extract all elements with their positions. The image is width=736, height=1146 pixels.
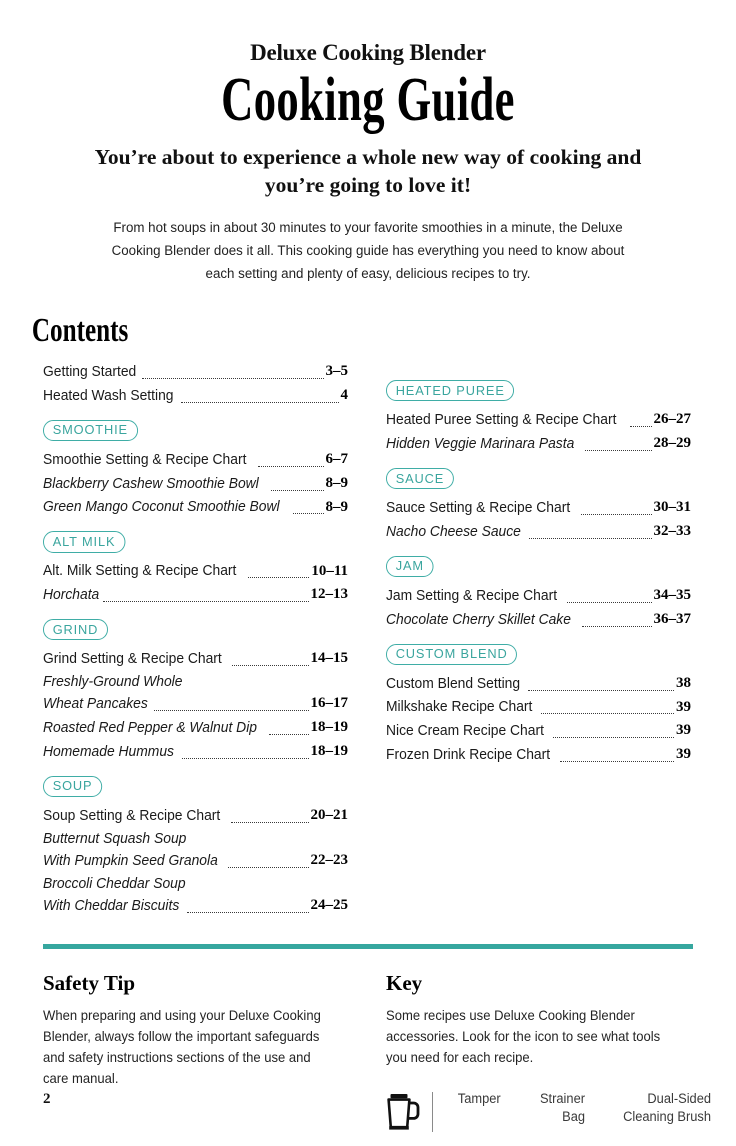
toc-page-number: 18–19 (310, 719, 348, 736)
toc-dot-leader (182, 757, 309, 759)
toc-dot-leader (154, 709, 308, 711)
toc-page-number: 36–37 (653, 610, 691, 627)
toc-entry-label: Horchata (43, 587, 100, 604)
toc-entry[interactable] (386, 496, 691, 519)
toc-entry-label: With Cheddar Biscuits (43, 897, 180, 914)
toc-dot-leader (142, 377, 323, 379)
toc-dot-leader (553, 736, 674, 738)
setting-badge: SMOOTHIE (43, 420, 138, 441)
toc-page-number: 3–5 (325, 363, 348, 380)
toc-entry[interactable] (43, 360, 348, 383)
toc-entry-label: Alt. Milk Setting & Recipe Chart (43, 563, 237, 580)
toc-entry-label: Jam Setting & Recipe Chart (386, 587, 558, 604)
toc-dot-leader (293, 512, 323, 514)
toc-entry[interactable] (386, 672, 691, 695)
toc-entry-label: Green Mango Coconut Smoothie Bowl (43, 499, 280, 516)
safety-tip-heading: Safety Tip (43, 970, 135, 995)
setting-badge: SOUP (43, 776, 102, 797)
toc-entry[interactable] (43, 583, 348, 606)
toc-page-number: 39 (676, 698, 691, 715)
toc-entry-label: Butternut Squash Soup (43, 830, 187, 847)
toc-entry[interactable] (386, 719, 691, 742)
toc-entry[interactable] (43, 716, 348, 739)
toc-dot-leader (529, 537, 652, 539)
toc-dot-leader (541, 712, 674, 714)
toc-page-number: 34–35 (653, 587, 691, 604)
toc-page-number: 39 (676, 722, 691, 739)
setting-badge: ALT MILK (43, 531, 125, 552)
toc-page-number: 16–17 (310, 695, 348, 712)
toc-entry-label: Custom Blend Setting (386, 675, 521, 692)
setting-badge: SAUCE (386, 468, 454, 489)
toc-entry-label: Blackberry Cashew Smoothie Bowl (43, 475, 259, 492)
toc-dot-leader (231, 821, 309, 823)
toc-entry-label: Nacho Cheese Sauce (386, 523, 521, 540)
toc-page-number: 20–21 (310, 807, 348, 824)
safety-tip-block (43, 971, 348, 1137)
toc-page-number: 38 (676, 674, 691, 691)
page-title: Cooking Guide (221, 66, 515, 135)
toc-page-number: 8–9 (325, 498, 348, 515)
toc-entry-label: Heated Puree Setting & Recipe Chart (386, 412, 617, 429)
toc-dot-leader (258, 465, 323, 467)
toc-entry-label: Roasted Red Pepper & Walnut Dip (43, 719, 257, 736)
key-block (386, 970, 711, 1137)
subtitle: You’re about to experience a whole new way of cooking and you’re going to love it! (94, 144, 642, 197)
toc-dot-leader (567, 601, 651, 603)
toc-dot-leader (271, 489, 323, 491)
footer-blocks (0, 949, 736, 1137)
contents-heading: Contents (31, 312, 129, 350)
key-label-cleaning-brush: Dual-Sided Cleaning Brush (623, 1090, 711, 1125)
toc-entry-label: Chocolate Cherry Skillet Cake (386, 611, 571, 628)
toc-page-number: 18–19 (310, 743, 348, 760)
toc-entry[interactable] (43, 448, 348, 471)
toc-dot-leader (248, 576, 310, 578)
toc-entry[interactable] (386, 408, 691, 431)
toc-entry[interactable] (386, 432, 691, 455)
intro-paragraph: From hot soups in about 30 minutes to your favorite smoothies in a minute, the Deluxe Cooking Blender does it all. This cooking guide has everything you need to know about each setting and plenty of easy, delicious recipes to try. (111, 220, 625, 283)
toc-entry[interactable] (43, 828, 348, 850)
key-labels (447, 1090, 711, 1126)
toc-page-number: 26–27 (653, 411, 691, 428)
setting-badge: HEATED PUREE (386, 380, 514, 401)
toc-entry[interactable] (43, 496, 348, 519)
toc-dot-leader (269, 733, 308, 735)
key-label-tamper: Tamper (457, 1090, 501, 1106)
toc-entry[interactable] (43, 384, 348, 407)
toc-dot-leader (181, 401, 338, 403)
toc-page-number: 28–29 (653, 435, 691, 452)
key-divider (432, 1092, 433, 1132)
toc-entry-label: Freshly-Ground Whole (43, 674, 183, 691)
toc-page-number: 8–9 (325, 474, 348, 491)
setting-badge: CUSTOM BLEND (386, 644, 517, 665)
toc-entry[interactable] (43, 849, 348, 872)
toc-entry-label: Wheat Pancakes (43, 696, 148, 713)
toc-entry[interactable] (43, 740, 348, 763)
toc-entry[interactable] (43, 472, 348, 495)
toc-entry[interactable] (43, 804, 348, 827)
toc-page-number: 39 (676, 746, 691, 763)
toc-entry-label: Sauce Setting & Recipe Chart (386, 499, 571, 516)
toc-page-number: 32–33 (653, 523, 691, 540)
toc-dot-leader (585, 449, 651, 451)
toc-dot-leader (187, 911, 308, 913)
contents-column-right (386, 360, 691, 767)
toc-entry-label: Smoothie Setting & Recipe Chart (43, 451, 247, 468)
toc-entry-label: Soup Setting & Recipe Chart (43, 807, 221, 824)
toc-dot-leader (103, 600, 308, 602)
toc-entry[interactable] (386, 584, 691, 607)
safety-tip-body: When preparing and using your Deluxe Cooking Blender, always follow the important safeguards and safety instructions sections of the use and care manual. (43, 1007, 321, 1086)
toc-page-number: 14–15 (310, 650, 348, 667)
toc-entry-label: With Pumpkin Seed Granola (43, 852, 218, 869)
toc-entry-label: Hidden Veggie Marinara Pasta (386, 435, 575, 452)
toc-entry-label: Milkshake Recipe Chart (386, 699, 533, 716)
toc-entry[interactable] (386, 696, 691, 719)
toc-entry-label: Frozen Drink Recipe Chart (386, 746, 551, 763)
toc-page-number: 22–23 (310, 852, 348, 868)
toc-entry-label: Nice Cream Recipe Chart (386, 723, 544, 740)
setting-badge: JAM (386, 556, 434, 577)
toc-entry-label: Homemade Hummus (43, 743, 174, 760)
page-number: 2 (43, 1091, 51, 1107)
toc-dot-leader (581, 513, 652, 515)
contents-column-left (43, 360, 348, 917)
toc-dot-leader (630, 425, 652, 427)
masthead (0, 0, 736, 286)
setting-badge: GRIND (43, 619, 108, 640)
toc-page-number: 12–13 (310, 586, 348, 603)
key-label-strainer-bag: Strainer Bag (539, 1090, 585, 1125)
key-body: Some recipes use Deluxe Cooking Blender accessories. Look for the icon to see what tools you need for each recipe. (386, 1007, 661, 1065)
toc-dot-leader (560, 760, 674, 762)
contents-columns (0, 360, 736, 917)
toc-entry-label: Broccoli Cheddar Soup (43, 875, 186, 892)
toc-dot-leader (582, 625, 652, 627)
toc-page-number: 10–11 (311, 562, 348, 579)
toc-dot-leader (528, 689, 674, 691)
toc-entry-label: Grind Setting & Recipe Chart (43, 651, 222, 668)
toc-dot-leader (232, 664, 308, 666)
toc-entry[interactable] (386, 608, 691, 631)
toc-entry[interactable] (43, 873, 348, 895)
toc-entry[interactable] (43, 647, 348, 670)
key-heading: Key (386, 970, 423, 995)
toc-entry-label: Heated Wash Setting (43, 387, 174, 404)
toc-entry[interactable] (43, 560, 348, 583)
brand-kicker: Deluxe Cooking Blender (250, 40, 486, 65)
toc-page-number: 30–31 (653, 499, 691, 516)
toc-entry-label: Getting Started (43, 363, 137, 380)
toc-entry[interactable] (43, 671, 348, 693)
toc-page-number: 6–7 (325, 451, 348, 468)
toc-entry[interactable] (386, 743, 691, 766)
toc-entry[interactable] (386, 520, 691, 543)
toc-dot-leader (228, 866, 308, 868)
toc-entry[interactable] (43, 692, 348, 715)
toc-page-number: 24–25 (310, 896, 348, 913)
toc-page-number: 4 (340, 387, 348, 404)
key-legend-row (386, 1090, 711, 1137)
toc-entry[interactable] (43, 894, 348, 917)
blender-pitcher-icon (386, 1090, 426, 1137)
